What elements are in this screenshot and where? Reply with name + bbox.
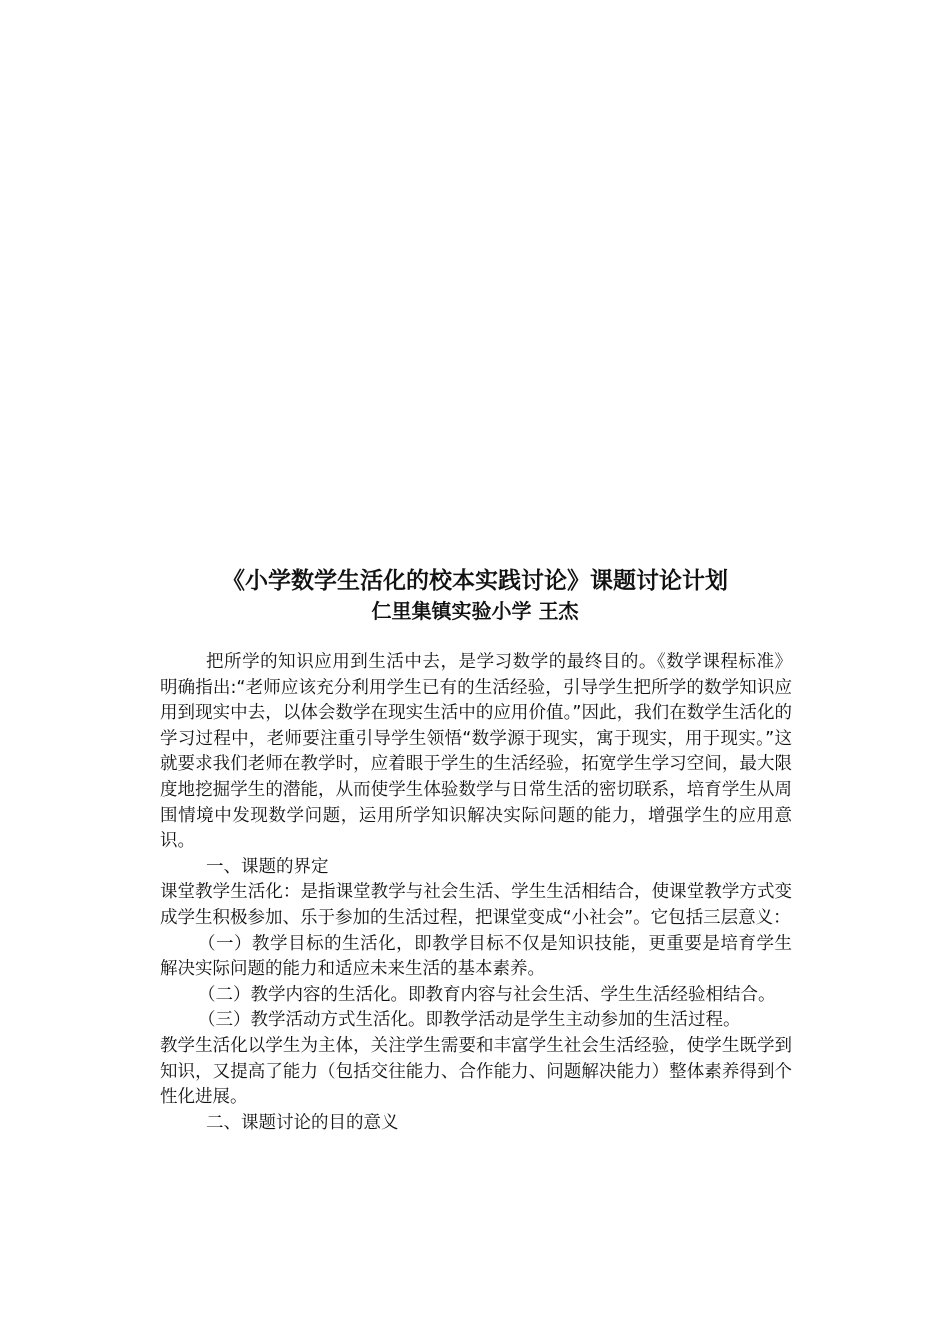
section-heading-1: 一、课题的界定 xyxy=(206,856,329,877)
document-title: 《小学数学生活化的校本实践讨论》课题讨论计划 xyxy=(222,568,728,594)
section-heading-2: 二、课题讨论的目的意义 xyxy=(206,1112,399,1133)
document-body xyxy=(160,650,792,1136)
intro-paragraph: 把所学的知识应用到生活中去，是学习数学的最终目的。《数学课程标准》明确指出:“老师应该充分利用学生已有的生活经验，引导学生把所学的数学知识应用到现实中去，以体会数学在现实生活中的应用价值。”因此，我们在数学生活化的学习过程中，老师要注重引导学生领悟“数学源于现实，寓于现实，用于现实。”这就要求我们老师在教学时，应着眼于学生的生活经验，拓宽学生学习空间，最大限度地挖掘学生的潜能，从而使学生体验数学与日常生活的密切联系，培育学生从周围情境中发现数学问题，运用所学知识解决实际问题的能力，增强学生的应用意识。 xyxy=(160,652,792,852)
student-centered-paragraph: 教学生活化以学生为主体，关注学生需要和丰富学生社会生活经验，使学生既学到知识，又提高了能力（包括交往能力、合作能力、问题解决能力）整体素养得到个性化进展。 xyxy=(160,1035,792,1108)
definition-paragraph: 课堂教学生活化：是指课堂教学与社会生活、学生生活相结合，使课堂教学方式变成学生积极参加、乐于参加的生活过程，把课堂变成“小社会”。它包括三层意义： xyxy=(160,882,792,928)
meaning-item-1: （一）教学目标的生活化，即教学目标不仅是知识技能，更重要是培育学生解决实际问题的能力和适应未来生活的基本素养。 xyxy=(160,933,792,980)
author-line: 仁里集镇实验小学 王杰 xyxy=(371,599,579,623)
meaning-item-3: （三）教学活动方式生活化。即教学活动是学生主动参加的生活过程。 xyxy=(198,1010,741,1031)
meaning-item-2: （二）教学内容的生活化。即教育内容与社会生活、学生生活经验相结合。 xyxy=(198,984,776,1005)
